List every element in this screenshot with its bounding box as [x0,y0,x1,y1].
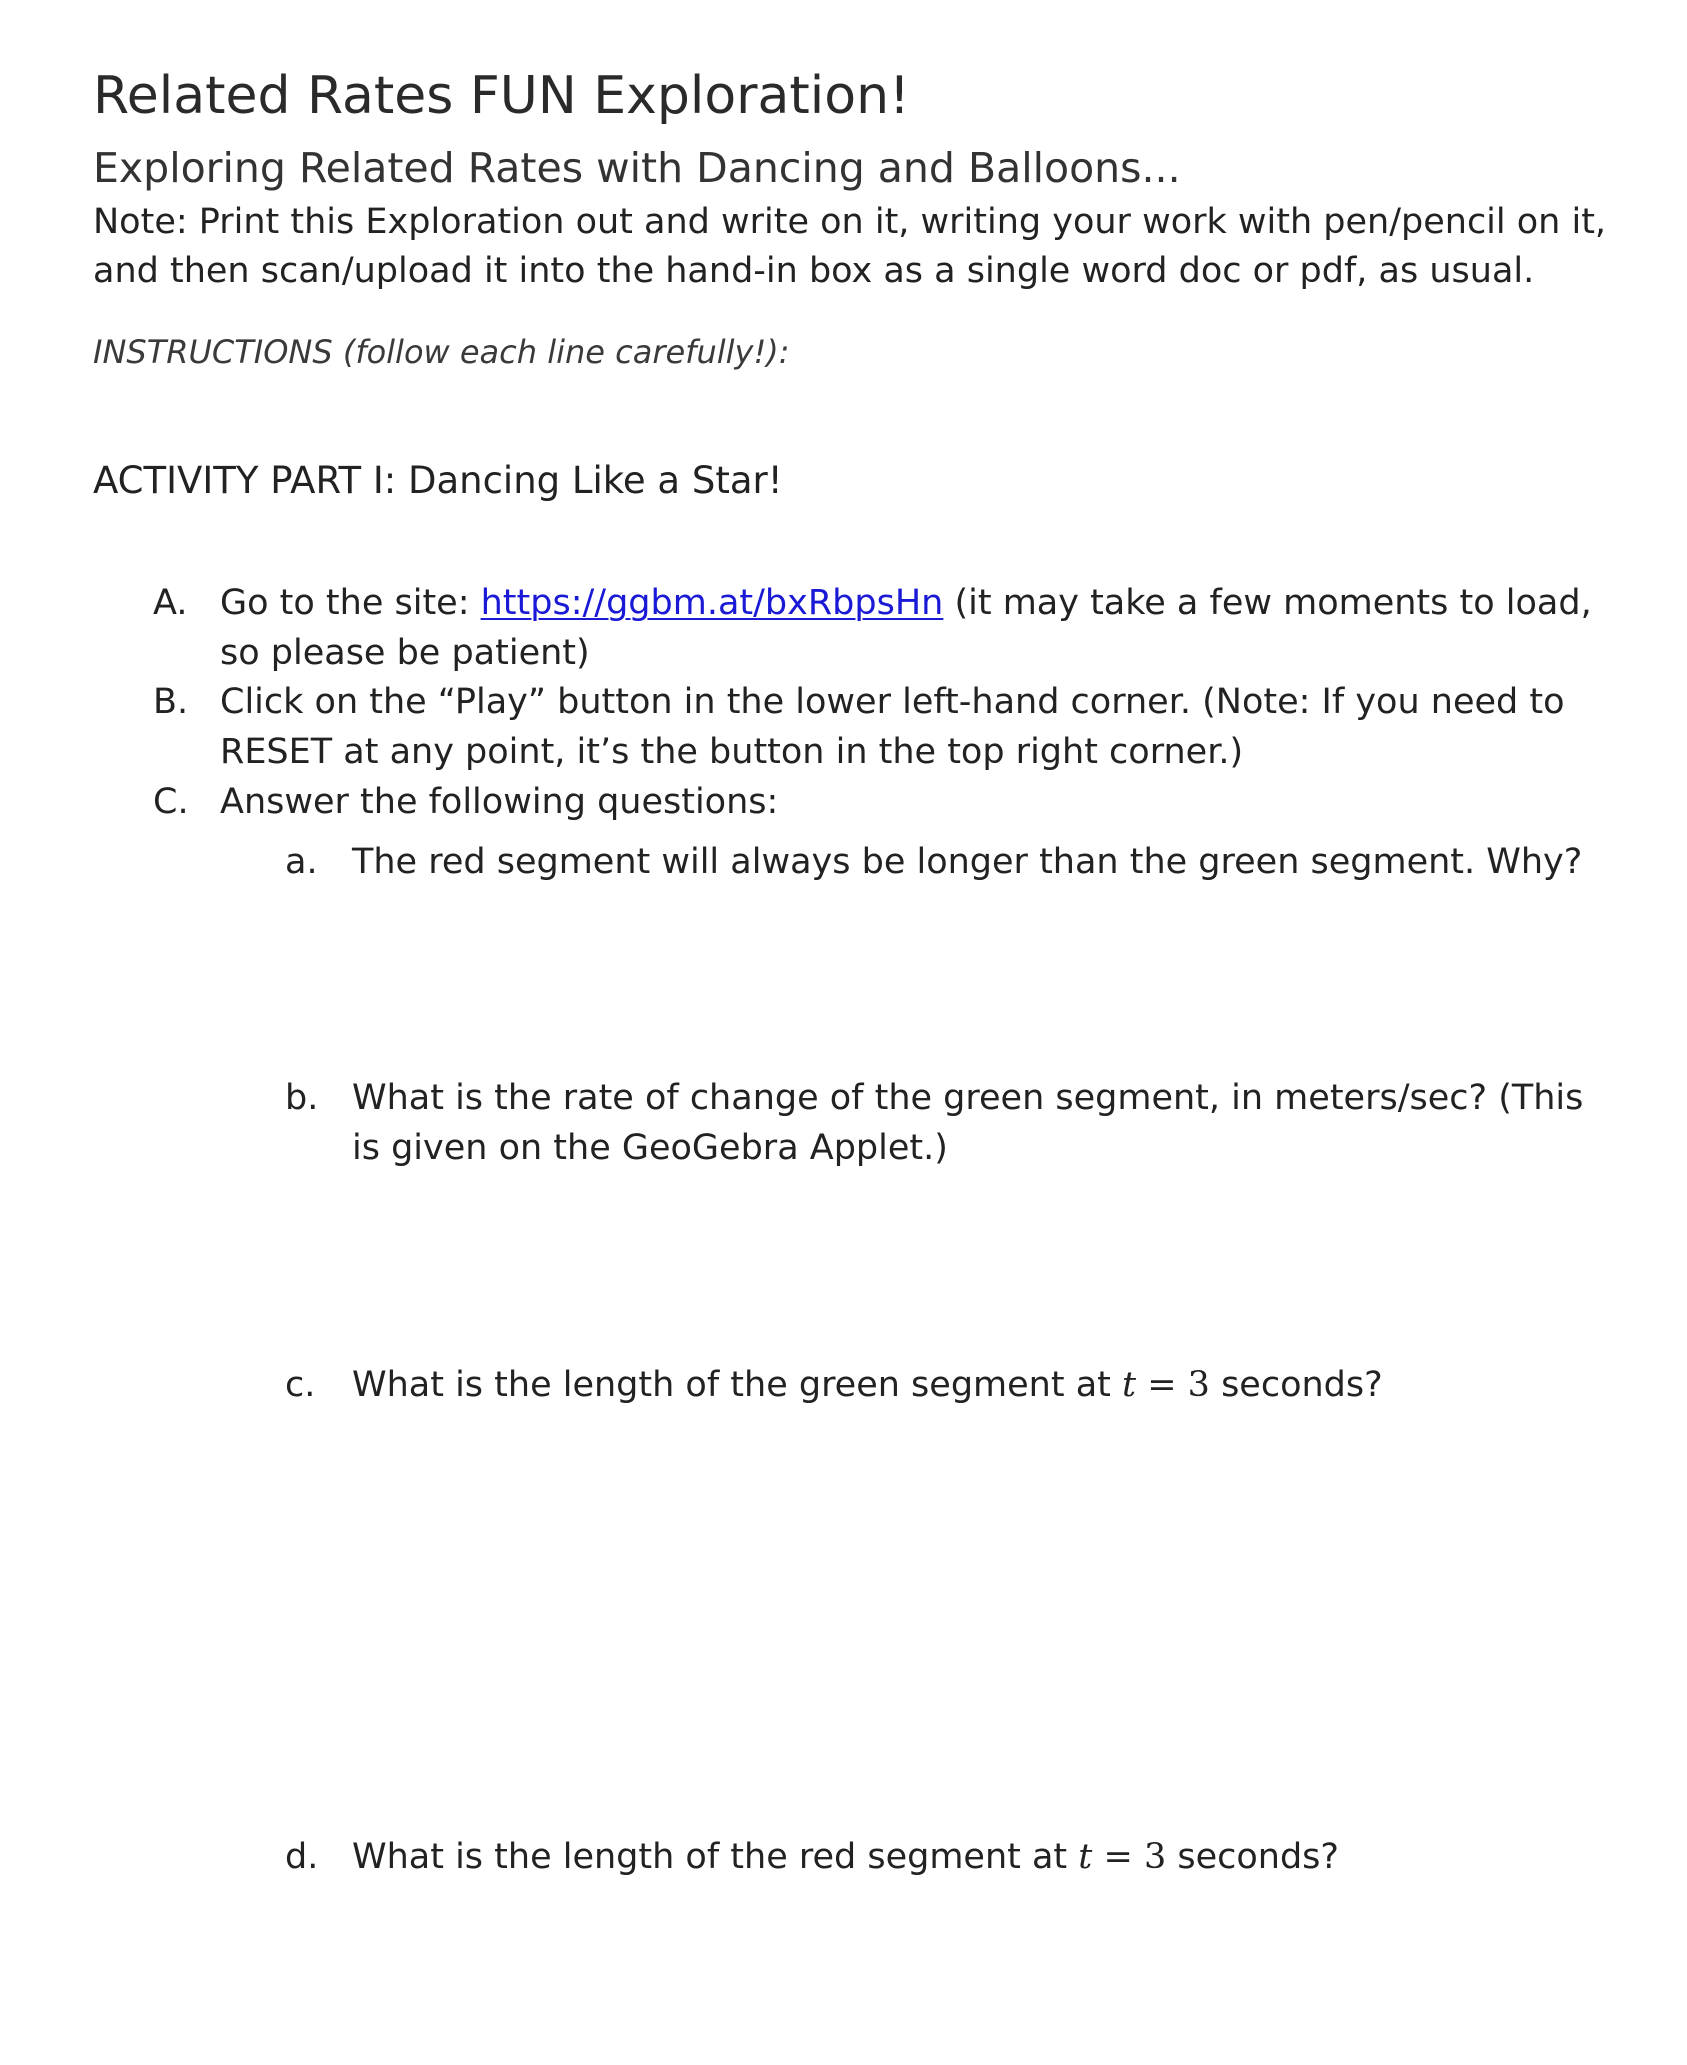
question-d-time-variable: t [1078,1837,1093,1877]
question-c-body [352,1360,1383,1410]
step-a-suffix: (it may take a few moments to load, [943,583,1592,623]
question-c-marker: c. [285,1365,316,1405]
question-c-line-1 [352,1360,1383,1410]
step-c-marker: C. [153,782,189,822]
step-a-line-2: so please be patient) [220,633,590,673]
step-c-line-1: Answer the following questions: [220,782,779,822]
question-d-prefix: What is the length of the red segment at [352,1837,1079,1877]
instructions-heading: INSTRUCTIONS (follow each line carefully!): [93,333,790,371]
question-c-prefix: What is the length of the green segment at [352,1365,1122,1405]
note-line-1: Note: Print this Exploration out and write on it, writing your work with pen/pencil on it, [93,202,1607,242]
question-c-suffix: seconds? [1209,1365,1383,1405]
question-d-body [352,1832,1339,1882]
question-a-body [352,837,1582,887]
question-c-equals: = 3 [1136,1365,1210,1405]
step-a-body [220,578,1592,678]
activity-part-1-heading: ACTIVITY PART I: Dancing Like a Star! [93,459,783,502]
question-b-body [352,1073,1583,1173]
step-b-line-2: RESET at any point, it’s the button in the top right corner.) [220,732,1244,772]
step-a-marker: A. [153,583,188,623]
geogebra-link[interactable]: https://ggbm.at/bxRbpsHn [480,583,944,623]
question-d-suffix: seconds? [1166,1837,1339,1877]
step-a-prefix: Go to the site: [220,583,481,623]
question-b-line-2: is given on the GeoGebra Applet.) [352,1128,948,1168]
step-b-line-1: Click on the “Play” button in the lower left-hand corner. (Note: If you need to [220,682,1565,722]
print-note [93,198,1653,296]
step-b-body [220,677,1565,777]
question-d-equals: = 3 [1092,1837,1167,1877]
question-a-line-1: The red segment will always be longer than the green segment. Why? [352,842,1583,882]
question-b-marker: b. [285,1078,319,1118]
question-c-time-variable: t [1122,1365,1137,1405]
step-c-body [220,777,778,827]
question-a-marker: a. [285,842,318,882]
step-a-line-1 [220,578,1592,628]
note-line-2: and then scan/upload it into the hand-in box as a single word doc or pdf, as usual. [93,251,1535,291]
question-b-line-1: What is the rate of change of the green segment, in meters/sec? (This [352,1078,1584,1118]
question-d-line-1 [352,1832,1339,1882]
step-b-marker: B. [153,682,189,722]
page-title: Related Rates FUN Exploration! [93,66,910,126]
page-subtitle: Exploring Related Rates with Dancing and Balloons... [93,144,1181,192]
question-d-marker: d. [285,1837,319,1877]
